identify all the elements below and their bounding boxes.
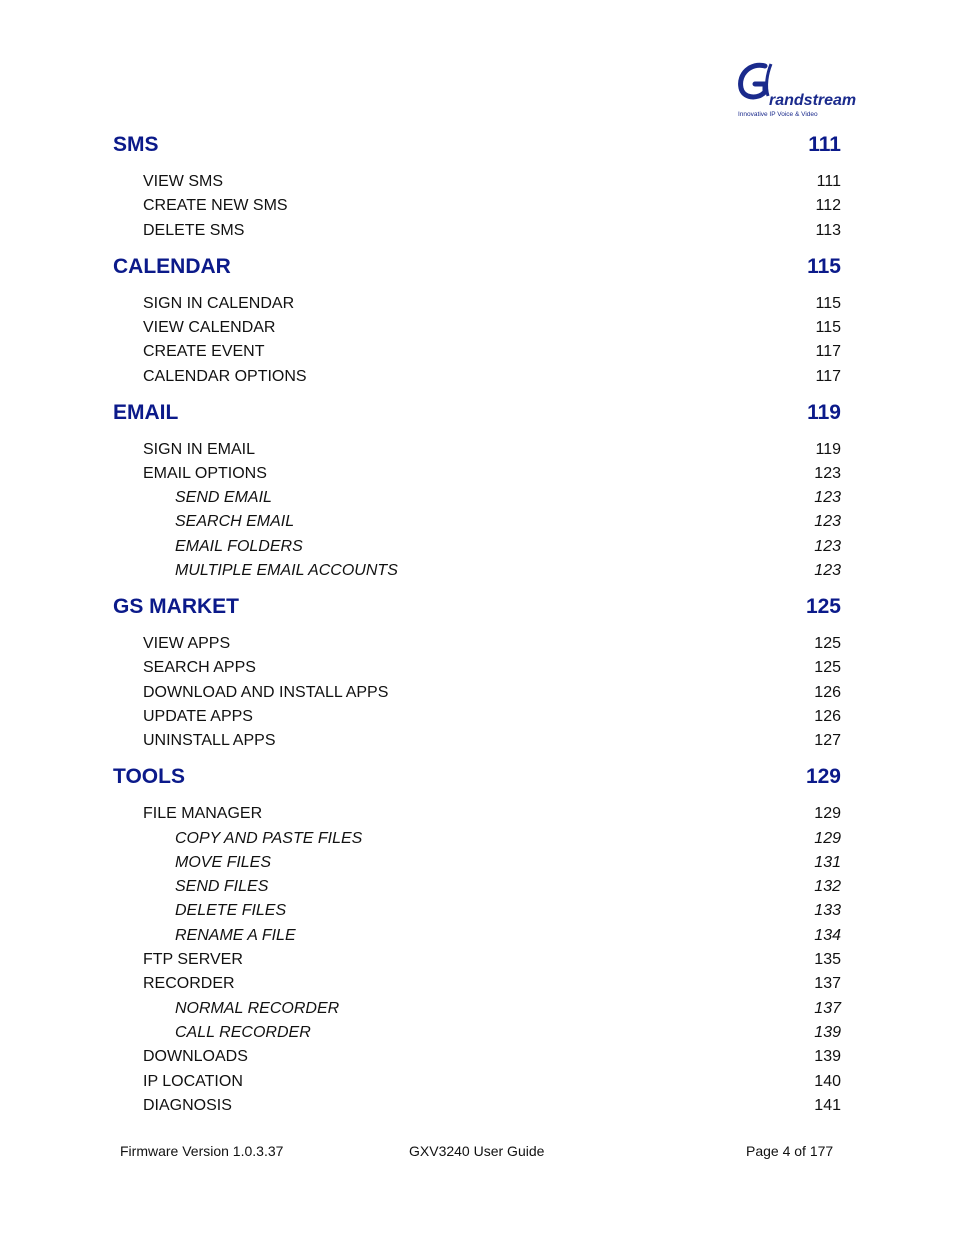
toc-entry-title: SEND FILES [175, 878, 269, 896]
toc-entry-page: 141 [814, 1096, 841, 1114]
toc-entry-title: TOOLS [113, 765, 185, 789]
toc-entry-page: 117 [815, 343, 841, 361]
toc-entry-title: SIGN IN CALENDAR [143, 294, 295, 312]
toc-entry-title: CALENDAR [113, 254, 231, 278]
toc-entry-title: VIEW SMS [143, 173, 224, 190]
toc-entry-page: 123 [814, 513, 841, 531]
toc-entry-page: 129 [814, 829, 841, 847]
toc-entry-page: 140 [814, 1072, 841, 1090]
toc-entry-title: SIGN IN EMAIL [143, 440, 256, 458]
toc-entry-title: EMAIL FOLDERS [175, 537, 303, 555]
toc-entry-page: 111 [808, 133, 841, 156]
toc-entry-title: UNINSTALL APPS [143, 732, 276, 750]
toc-entry-page: 123 [814, 562, 841, 579]
toc-entry-page: 129 [805, 765, 841, 789]
footer-page-number: Page 4 of 177 [746, 1143, 834, 1159]
toc-entry-title: VIEW APPS [143, 635, 231, 652]
toc-entry-page: 125 [805, 595, 841, 618]
toc-entry-page: 111 [816, 173, 841, 190]
toc-entry-page: 115 [807, 254, 841, 278]
toc-entry-title: CREATE EVENT [143, 343, 265, 361]
toc-entry-page: 135 [814, 951, 841, 968]
toc-entry-title: SEARCH EMAIL [175, 513, 295, 531]
toc-entry-title: DOWNLOADS [143, 1048, 248, 1066]
toc-entry-title: COPY AND PASTE FILES [175, 829, 363, 847]
toc-entry-page: 132 [814, 878, 841, 896]
toc-entry-title: DELETE SMS [143, 221, 245, 239]
toc-entry-title: IP LOCATION [143, 1072, 243, 1090]
toc-entry-page: 123 [814, 537, 841, 555]
toc-entry-title: CREATE NEW SMS [143, 197, 288, 215]
toc-entry-title: FTP SERVER [143, 951, 243, 968]
grandstream-logo-icon [735, 60, 857, 118]
toc-entry-title: CALL RECORDER [175, 1023, 311, 1041]
toc-entry-title: CALENDAR OPTIONS [143, 367, 307, 385]
toc-entry-page: 126 [814, 707, 841, 725]
toc-entry-title: RECORDER [143, 975, 235, 993]
toc-entry-page: 115 [815, 318, 841, 336]
toc-entry-page: 126 [814, 683, 841, 701]
toc-entry-page: 127 [814, 732, 841, 750]
toc-entry-title: MULTIPLE EMAIL ACCOUNTS [175, 562, 398, 579]
toc-entry-title: EMAIL [113, 400, 179, 424]
toc-entry-page: 134 [814, 926, 841, 944]
toc-entry-page: 113 [815, 221, 841, 239]
toc-entry-page: 125 [814, 635, 841, 652]
toc-entry-page: 137 [814, 999, 841, 1017]
toc-entry-page: 115 [815, 294, 841, 312]
toc-entry-title: EMAIL OPTIONS [143, 464, 267, 482]
toc-entry-title: FILE MANAGER [143, 805, 263, 823]
toc-entry-page: 119 [815, 440, 841, 458]
toc-entry-page: 123 [814, 489, 841, 507]
footer-firmware-version: Firmware Version 1.0.3.37 [120, 1143, 284, 1159]
toc-entry-page: 129 [814, 805, 841, 823]
toc-entry-title: VIEW CALENDAR [143, 318, 276, 336]
toc-entry-page: 137 [814, 975, 841, 993]
toc-entry-title: DELETE FILES [175, 902, 287, 920]
toc-entry-page: 123 [814, 464, 841, 482]
toc-entry-title: SMS [113, 133, 159, 156]
toc-entry-title: SEND EMAIL [175, 489, 272, 507]
toc-entry-page: 112 [815, 197, 841, 215]
toc-entry-title: GS MARKET [113, 595, 239, 618]
logo-brand-text: randstream [769, 92, 857, 109]
toc-entry-title: MOVE FILES [175, 853, 272, 871]
logo-tagline-text: Innovative IP Voice & Video [738, 111, 818, 118]
toc-entry-title: SEARCH APPS [143, 659, 256, 677]
toc-entry-title: NORMAL RECORDER [175, 999, 340, 1017]
grandstream-logo [735, 60, 857, 118]
toc-entry-title: DOWNLOAD AND INSTALL APPS [143, 683, 389, 701]
footer-guide-title: GXV3240 User Guide [409, 1143, 545, 1159]
toc-entry-page: 133 [814, 902, 841, 920]
toc-entry-title: RENAME A FILE [175, 926, 296, 944]
toc-entry-page: 119 [807, 400, 841, 424]
toc-entry-page: 117 [815, 367, 841, 385]
toc-entry-page: 139 [814, 1048, 841, 1066]
toc-entry-title: DIAGNOSIS [143, 1096, 232, 1114]
toc-entry-page: 125 [814, 659, 841, 677]
toc-entry-page: 139 [814, 1023, 841, 1041]
toc-entry-page: 131 [814, 853, 841, 871]
toc-entry-title: UPDATE APPS [143, 707, 253, 725]
